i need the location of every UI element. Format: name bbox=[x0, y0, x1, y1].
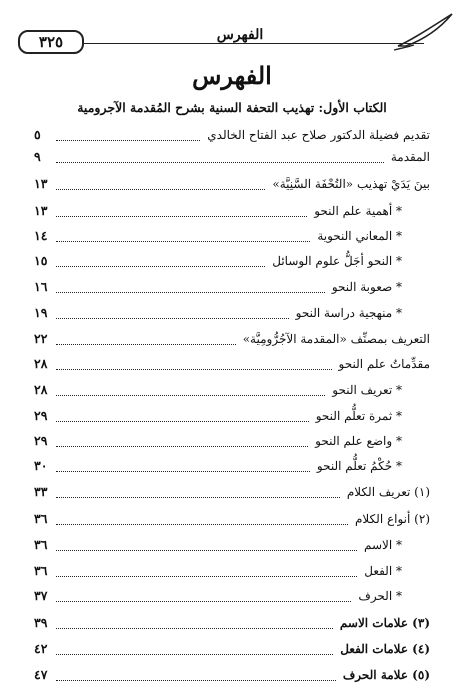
toc-entry-label: التعريف بمصنِّف «المقدمة الآجُرُّومِيَّة» bbox=[240, 333, 430, 345]
leader-dots bbox=[56, 550, 357, 551]
toc-entry-page: ٢٩ bbox=[34, 407, 48, 423]
toc-entry-label: * واضع علم النحو bbox=[312, 435, 402, 447]
toc-entry-page: ١٦ bbox=[34, 278, 48, 294]
toc-entry-label: (٢) أنواع الكلام bbox=[352, 513, 430, 525]
leader-dots bbox=[56, 576, 357, 577]
toc-entry-label: * النحو أجَلُّ علوم الوسائل bbox=[269, 255, 402, 267]
toc-entry[interactable] bbox=[34, 585, 430, 607]
toc-entry[interactable] bbox=[34, 173, 430, 195]
leader-dots bbox=[56, 241, 310, 242]
toc-entry-page: ٣٦ bbox=[34, 562, 48, 578]
toc-entry-page: ١٩ bbox=[34, 304, 48, 320]
toc-entry-label: (٥) علامة الحرف bbox=[340, 669, 430, 681]
leader-dots bbox=[56, 497, 340, 498]
leader-dots bbox=[56, 524, 348, 525]
leader-dots bbox=[56, 628, 333, 629]
toc-entry-label: * ثمرة تعلُّم النحو bbox=[313, 410, 402, 422]
toc-entry[interactable] bbox=[34, 200, 430, 222]
toc-entry[interactable] bbox=[34, 353, 430, 375]
book-title: الكتاب الأول: تهذيب التحفة السنية بشرح المُقدمة الآجرومية bbox=[77, 100, 387, 115]
toc-entry-label: * حُكْمُ تعلُّم النحو bbox=[314, 460, 402, 472]
toc-entry-page: ١٥ bbox=[34, 252, 48, 268]
toc-entry-page: ٣٧ bbox=[34, 587, 48, 603]
toc-entry[interactable] bbox=[34, 638, 430, 660]
page-header bbox=[0, 0, 464, 51]
leader-dots bbox=[56, 162, 384, 163]
quill-icon bbox=[392, 10, 458, 54]
toc-entry[interactable] bbox=[34, 612, 430, 634]
leader-dots bbox=[56, 471, 310, 472]
toc-entry[interactable] bbox=[34, 405, 430, 427]
toc-entry[interactable] bbox=[34, 250, 430, 272]
toc-entry[interactable] bbox=[34, 328, 430, 350]
leader-dots bbox=[56, 216, 307, 217]
toc-entry-page: ٣٩ bbox=[34, 614, 48, 630]
toc-entry-page: ٤٢ bbox=[34, 640, 48, 656]
toc-entry[interactable] bbox=[34, 146, 430, 168]
toc-entry-page: ٣٦ bbox=[34, 536, 48, 552]
toc-entry-page: ٣٠ bbox=[34, 457, 48, 473]
toc-entry-label: (١) تعريف الكلام bbox=[344, 486, 430, 498]
toc-entry-label: (٤) علامات الفعل bbox=[337, 643, 430, 655]
toc-entry[interactable] bbox=[34, 508, 430, 530]
toc-entry-label: * منهجية دراسة النحو bbox=[293, 307, 402, 319]
toc-entry-page: ٣٣ bbox=[34, 483, 48, 499]
leader-dots bbox=[56, 369, 332, 370]
toc-entry-label: تقديم فضيلة الدكتور صلاح عبد الفتاح الخالدي bbox=[204, 129, 430, 141]
toc-entry-label: * المعاني النحوية bbox=[314, 230, 402, 242]
leader-dots bbox=[56, 601, 351, 602]
toc-entry-label: * الفعل bbox=[361, 565, 402, 577]
toc-entry-label: * أهمية علم النحو bbox=[311, 205, 402, 217]
toc-entry[interactable] bbox=[34, 276, 430, 298]
toc-entry-page: ٥ bbox=[34, 126, 41, 142]
toc-entry-label: * تعريف النحو bbox=[329, 384, 402, 396]
toc-entry-label: * صعوبة النحو bbox=[329, 281, 402, 293]
toc-entry-label: * الاسم bbox=[361, 539, 402, 551]
toc-entry-page: ٣٦ bbox=[34, 510, 48, 526]
toc-entry-label: * الحرف bbox=[355, 590, 402, 602]
leader-dots bbox=[56, 421, 309, 422]
page-number: ٣٢٥ bbox=[38, 32, 64, 51]
page-number-box bbox=[18, 30, 84, 54]
toc-entry[interactable] bbox=[34, 560, 430, 582]
toc-entry[interactable] bbox=[34, 124, 430, 146]
leader-dots bbox=[56, 318, 289, 319]
header-rule bbox=[82, 43, 424, 44]
leader-dots bbox=[56, 189, 265, 190]
toc-entry-page: ١٣ bbox=[34, 202, 48, 218]
leader-dots bbox=[56, 654, 333, 655]
toc-entry[interactable] bbox=[34, 664, 430, 686]
toc-entry[interactable] bbox=[34, 225, 430, 247]
toc-entry[interactable] bbox=[34, 430, 430, 452]
toc-entry-page: ١٤ bbox=[34, 227, 48, 243]
toc-entry-page: ٢٢ bbox=[34, 330, 48, 346]
toc-entry[interactable] bbox=[34, 481, 430, 503]
leader-dots bbox=[56, 344, 236, 345]
toc-entry-page: ١٣ bbox=[34, 175, 48, 191]
running-title: الفهرس bbox=[216, 27, 264, 43]
leader-dots bbox=[56, 680, 336, 681]
toc-entry[interactable] bbox=[34, 302, 430, 324]
toc-entry-label: مقدِّماتُ علم النحو bbox=[336, 358, 430, 370]
toc-entry[interactable] bbox=[34, 534, 430, 556]
toc-entry[interactable] bbox=[34, 455, 430, 477]
toc-entry-page: ٢٩ bbox=[34, 432, 48, 448]
toc-entry-label: المقدمة bbox=[388, 151, 430, 163]
leader-dots bbox=[56, 140, 200, 141]
leader-dots bbox=[56, 266, 265, 267]
toc-entry-page: ٢٨ bbox=[34, 355, 48, 371]
leader-dots bbox=[56, 446, 308, 447]
leader-dots bbox=[56, 395, 325, 396]
toc-entry[interactable] bbox=[34, 379, 430, 401]
toc-entry-label: بينَ يَدَيْ تهذيب «التُحْفَة السَّنِيَّة» bbox=[269, 178, 430, 190]
toc-entry-page: ٤٧ bbox=[34, 666, 48, 682]
leader-dots bbox=[56, 292, 325, 293]
page-title: الفهرس bbox=[192, 61, 272, 90]
toc-entry-label: (٣) علامات الاسم bbox=[337, 617, 430, 629]
toc-entry-page: ٢٨ bbox=[34, 381, 48, 397]
toc-entry-page: ٩ bbox=[34, 148, 41, 164]
